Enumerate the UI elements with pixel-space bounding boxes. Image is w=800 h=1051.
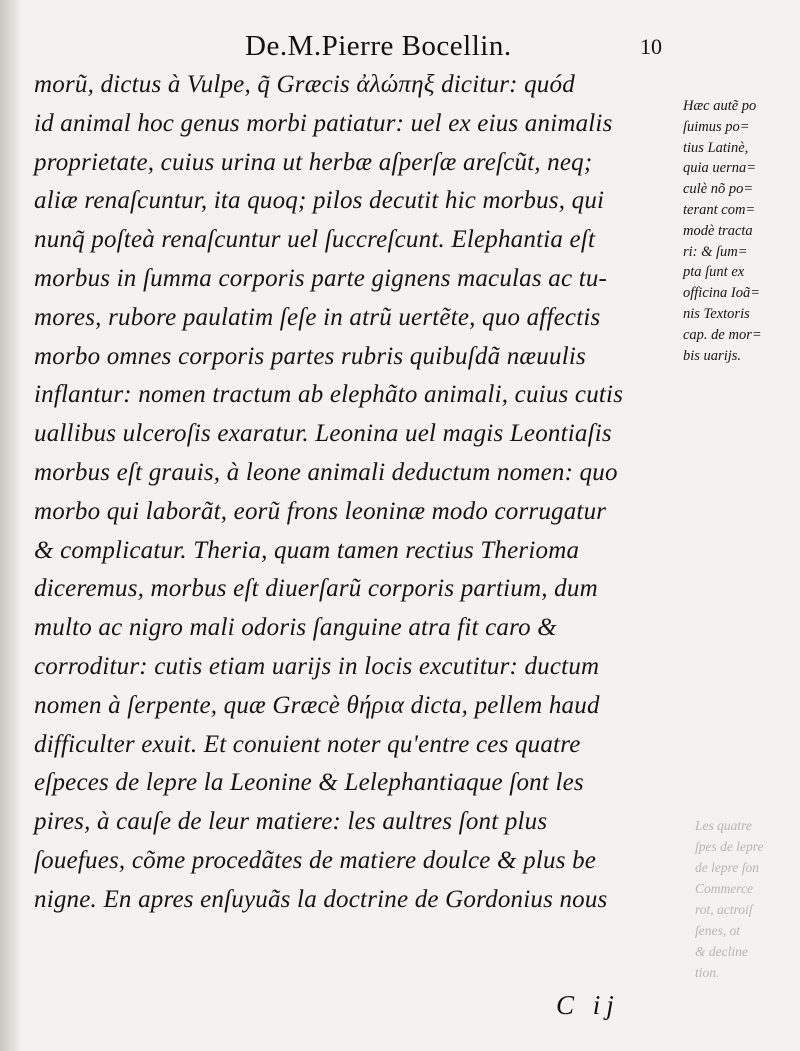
marginal-note-line: ri: & ſum= [683,243,748,260]
text-line: id animal hoc genus morbi patiatur: uel ex eius animalis [34,109,613,137]
text-line: morbo omnes corporis partes rubris quibuſdã næuulis [34,342,586,370]
show-through-line: Les quatre [695,818,752,833]
text-line: morbus in ſumma corporis parte gignens maculas ac tu- [34,264,608,292]
show-through-line: rot, actroiſ [695,902,753,917]
text-line: nomen à ſerpente, quæ Græcè θήρια dicta, pellem haud [34,691,600,719]
marginal-note-line: Hæc autẽ po [683,98,757,114]
marginal-note-line: modè tracta [683,222,753,239]
text-line: difficulter exuit. Et conuient noter qu'entre ces quatre [34,730,581,758]
marginal-note-line: nis Textoris [683,305,750,322]
marginal-note-line: cap. de mor= [683,326,762,343]
page-number: 10 [640,34,662,59]
marginal-note-line: pta ſunt ex [683,264,745,281]
signature-mark: C ij [556,990,620,1020]
show-through-line: ſenes, ot [695,923,740,938]
marginal-note-line: ſuimus po= [683,118,750,135]
show-through-line: Commerce [695,881,753,896]
text-line: nunq̃ poſteà renaſcuntur uel ſuccreſcunt. Elephantia eſt [34,226,596,254]
running-head [0,28,800,68]
show-through-line: & decline [695,944,748,959]
text-line: mores, rubore paulatim ſeſe in atrũ uertẽte, quo affectis [34,303,601,331]
text-line: & complicatur. Theria, quam tamen rectius Therioma [34,536,580,564]
gutter-shadow [0,0,22,1051]
marginal-note-line: officina Ioã= [683,285,761,302]
marginal-note-line: terant com= [683,201,756,218]
show-through-marginal-note [695,815,795,983]
text-line: ſouefues, cõme procedãtes de matiere doulce & plus be [34,846,597,874]
marginal-note [683,96,795,366]
marginal-note-line: bis uarijs. [683,347,742,364]
text-line: eſpeces de lepre la Leonine & Lelephantiaque ſont les [34,769,584,797]
text-line: nigne. En apres enſuyuãs la doctrine de Gordonius nous [34,885,608,913]
text-line: pires, à cauſe de leur matiere: les aultres ſont plus [34,808,548,836]
main-text-block [34,66,684,920]
show-through-line: de lepre ſon [695,860,759,875]
text-line: aliæ renaſcuntur, ita quoq; pilos decutit hic morbus, qui [34,187,605,215]
text-line: inflantur: nomen tractum ab elephãto animali, cuius cutis [34,381,624,409]
running-title: De.M.Pierre Bocellin. [245,30,512,62]
text-line: diceremus, morbus eſt diuerſarũ corporis partium, dum [34,575,598,603]
show-through-line: tion. [695,965,720,980]
text-line: uallibus ulceroſis exaratur. Leonina uel magis Leontiaſis [34,420,612,448]
marginal-note-line: quia uerna= [683,160,757,177]
text-line: corroditur: cutis etiam uarijs in locis excutitur: ductum [34,652,600,680]
marginal-note-line: tius Latinè, [683,139,749,156]
text-line: morũ, dictus à Vulpe, q̃ Græcis ἀλώπηξ dicitur: quód [34,71,575,98]
text-line: morbus eſt grauis, à leone animali deductum nomen: quo [34,458,618,486]
text-line: morbo qui laborãt, eorũ frons leoninæ modo corrugatur [34,497,607,525]
marginal-note-line: culè nõ po= [683,181,754,198]
text-line: multo ac nigro mali odoris ſanguine atra fit caro & [34,614,557,642]
text-line: proprietate, cuius urina ut herbæ aſperſæ areſcũt, neq; [34,148,593,176]
show-through-line: ſpes de lepre [695,839,764,854]
